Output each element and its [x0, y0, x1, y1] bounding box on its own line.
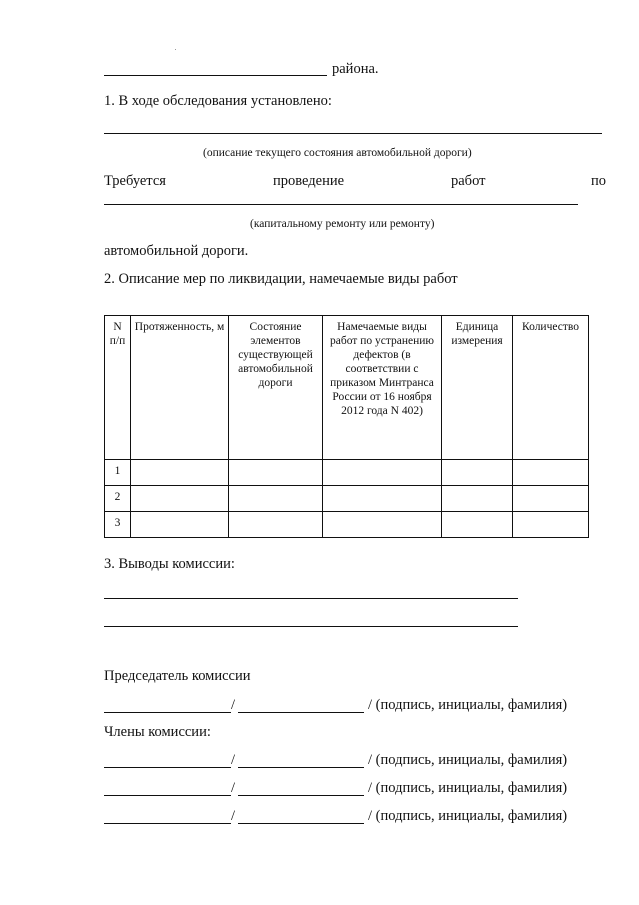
- road-text: автомобильной дороги.: [104, 243, 249, 259]
- table-cell-number: 1: [105, 460, 131, 486]
- section2-heading: 2. Описание мер по ликвидации, намечаемые виды работ: [104, 271, 458, 287]
- scan-speck: [175, 49, 176, 50]
- member2-signature-line[interactable]: [104, 795, 231, 796]
- table-cell[interactable]: [229, 486, 323, 512]
- signature-caption: / (подпись, инициалы, фамилия): [368, 808, 568, 824]
- state-blank-line[interactable]: [104, 133, 602, 134]
- required-word-3: работ: [451, 173, 486, 189]
- table-cell[interactable]: [131, 512, 229, 538]
- section1-heading: 1. В ходе обследования установлено:: [104, 93, 332, 109]
- members-label: Члены комиссии:: [104, 724, 211, 740]
- required-word-4: по: [591, 173, 607, 189]
- table-cell[interactable]: [513, 512, 589, 538]
- section3-heading: 3. Выводы комиссии:: [104, 556, 235, 572]
- works-table: [104, 315, 589, 538]
- signature-caption: / (подпись, инициалы, фамилия): [368, 752, 568, 768]
- table-cell[interactable]: [442, 512, 513, 538]
- table-header-row: [105, 316, 589, 460]
- conclusion-line-1[interactable]: [104, 598, 518, 599]
- table-cell-number: 2: [105, 486, 131, 512]
- col-header-quantity: Количество: [513, 316, 589, 460]
- table-cell[interactable]: [131, 460, 229, 486]
- chairman-name-line[interactable]: [238, 712, 364, 713]
- chairman-label: Председатель комиссии: [104, 668, 251, 684]
- state-caption: (описание текущего состояния автомобильной дороги): [203, 147, 472, 159]
- district-suffix: района.: [332, 61, 379, 77]
- separator-slash: /: [231, 780, 236, 796]
- member1-name-line[interactable]: [238, 767, 364, 768]
- member1-signature-line[interactable]: [104, 767, 231, 768]
- table-cell[interactable]: [323, 460, 442, 486]
- member3-name-line[interactable]: [238, 823, 364, 824]
- separator-slash: /: [231, 752, 236, 768]
- col-header-number: N п/п: [105, 316, 131, 460]
- repair-caption: (капитальному ремонту или ремонту): [250, 218, 435, 230]
- signature-caption: / (подпись, инициалы, фамилия): [368, 697, 568, 713]
- required-word-1: Требуется: [104, 173, 166, 189]
- table-cell[interactable]: [442, 460, 513, 486]
- col-header-unit: Единица измерения: [442, 316, 513, 460]
- table-cell[interactable]: [131, 486, 229, 512]
- signature-caption: / (подпись, инициалы, фамилия): [368, 780, 568, 796]
- table-cell[interactable]: [513, 486, 589, 512]
- col-header-length: Протяженность, м: [131, 316, 229, 460]
- col-header-works: Намечаемые виды работ по устранению дефектов (в соответствии с приказом Минтранса России от 16 ноября 2012 года N 402): [323, 316, 442, 460]
- member3-signature-line[interactable]: [104, 823, 231, 824]
- table-cell[interactable]: [513, 460, 589, 486]
- conclusion-line-2[interactable]: [104, 626, 518, 627]
- district-blank-line[interactable]: [104, 75, 327, 76]
- table-row: [105, 486, 589, 512]
- table-cell[interactable]: [323, 512, 442, 538]
- table-cell[interactable]: [229, 512, 323, 538]
- member2-name-line[interactable]: [238, 795, 364, 796]
- table-cell-number: 3: [105, 512, 131, 538]
- repair-blank-line[interactable]: [104, 204, 578, 205]
- table-cell[interactable]: [323, 486, 442, 512]
- col-header-state: Состояние элементов существующей автомобильной дороги: [229, 316, 323, 460]
- table-row: [105, 460, 589, 486]
- table-cell[interactable]: [442, 486, 513, 512]
- chairman-signature-line[interactable]: [104, 712, 231, 713]
- separator-slash: /: [231, 808, 236, 824]
- separator-slash: /: [231, 697, 236, 713]
- table-row: [105, 512, 589, 538]
- table-cell[interactable]: [229, 460, 323, 486]
- required-word-2: проведение: [273, 173, 345, 189]
